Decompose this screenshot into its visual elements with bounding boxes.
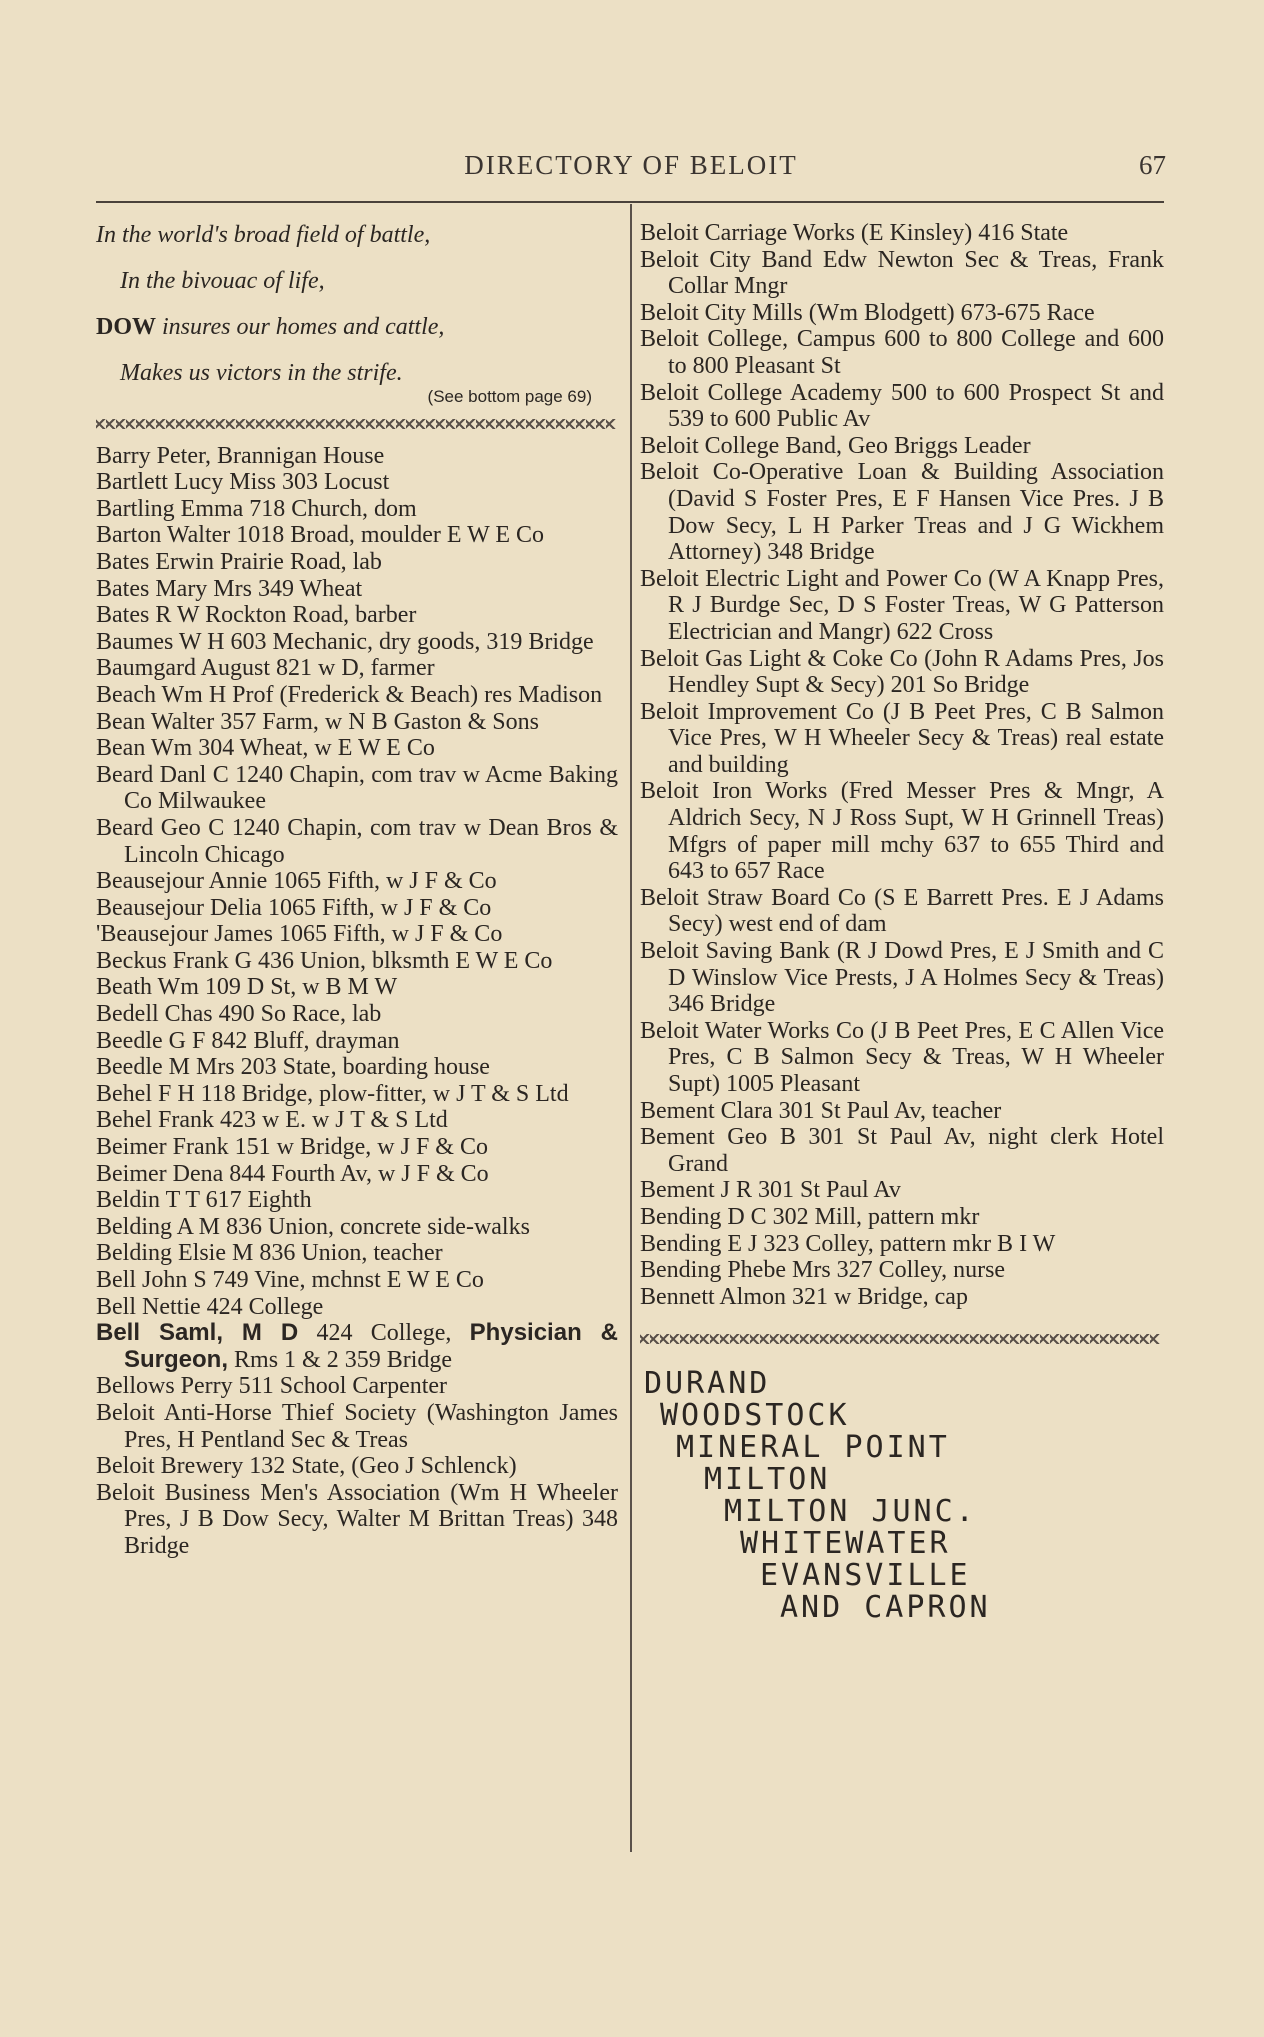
town-name: WHITEWATER	[740, 1526, 951, 1562]
directory-entry: Barton Walter 1018 Broad, moulder E W E Co	[96, 522, 544, 549]
directory-entry: Behel Frank 423 w E. w J T & S Ltd	[96, 1107, 448, 1134]
directory-entry: Behel F H 118 Bridge, plow-fitter, w J T & S Ltd	[96, 1080, 569, 1107]
left-entry-list-2	[96, 1373, 618, 1559]
directory-entry: Beloit Carriage Works (E Kinsley) 416 State	[640, 220, 1069, 246]
directory-entry: Bending Phebe Mrs 327 Colley, nurse	[640, 1257, 1006, 1284]
ad-line-1: In the world's broad field of battle,	[96, 222, 431, 248]
directory-entry: Bending E J 323 Colley, pattern mkr B I W	[640, 1230, 1056, 1257]
wavy-divider-right	[640, 1334, 1160, 1344]
right-entry-list	[640, 220, 1164, 1310]
directory-entry: Belding A M 836 Union, concrete side-walks	[96, 1213, 530, 1240]
directory-entry: Bending D C 302 Mill, pattern mkr	[640, 1203, 980, 1230]
page-title: DIRECTORY OF BELOIT	[464, 150, 798, 180]
ad-line-2: In the bivouac of life,	[120, 268, 325, 294]
directory-entry: Beimer Dena 844 Fourth Av, w J F & Co	[96, 1160, 489, 1187]
directory-entry: Beloit Business Men's Association (Wm H Wheeler Pres, J B Dow Secy, Walter M Brittan Treas) 348 Bridge	[96, 1479, 618, 1559]
directory-entry: Beloit Anti-Horse Thief Society (Washington James Pres, H Pentland Sec & Treas	[96, 1399, 618, 1453]
directory-entry: Bellows Perry 511 School Carpenter	[96, 1373, 448, 1400]
bell-samuel-address: 424 College,	[298, 1320, 470, 1347]
header-rule	[96, 201, 1164, 203]
towns-list	[640, 1368, 1164, 1624]
wavy-divider	[96, 419, 616, 429]
directory-entry: Bates Mary Mrs 349 Wheat	[96, 575, 363, 602]
directory-entry: Beloit Iron Works (Fred Messer Pres & Mngr, A Aldrich Secy, N J Ross Supt, W H Grinnell Treas) Mfgrs of paper mill mchy 637 to 655 Third and 643 to 657 Race	[640, 778, 1164, 885]
directory-entry: Beloit City Mills (Wm Blodgett) 673-675 Race	[640, 299, 1095, 326]
directory-entry: Beldin T T 617 Eighth	[96, 1187, 312, 1214]
directory-entry: Beloit College Academy 500 to 600 Prospect St and 539 to 600 Public Av	[640, 379, 1164, 433]
left-column	[96, 220, 618, 1560]
town-name: EVANSVILLE	[760, 1558, 971, 1594]
directory-entry: Beloit Improvement Co (J B Peet Pres, C B Salmon Vice Pres, W H Wheeler Secy & Treas) real estate and building	[640, 698, 1164, 778]
directory-entry: Beloit City Band Edw Newton Sec & Treas, Frank Collar Mngr	[640, 246, 1164, 300]
dow-advertisement	[96, 220, 618, 388]
directory-entry: Bartling Emma 718 Church, dom	[96, 495, 417, 522]
directory-entry: Beloit Straw Board Co (S E Barrett Pres. E J Adams Secy) west end of dam	[640, 884, 1164, 938]
directory-entry: Bates Erwin Prairie Road, lab	[96, 548, 382, 575]
page-number: 67	[1139, 150, 1166, 180]
see-note: (See bottom page 69)	[427, 387, 592, 406]
town-name: MILTON JUNC.	[724, 1494, 977, 1530]
directory-entry: Beloit College, Campus 600 to 800 College and 600 to 800 Pleasant St	[640, 326, 1164, 379]
page-header	[96, 150, 1166, 190]
directory-entry: Bell Nettie 424 College	[96, 1293, 324, 1320]
directory-entry: Bartlett Lucy Miss 303 Locust	[96, 469, 390, 496]
directory-entry: Beimer Frank 151 w Bridge, w J F & Co	[96, 1134, 488, 1161]
directory-entry: Beausejour Annie 1065 Fifth, w J F & Co	[96, 868, 497, 895]
directory-entry: Beloit College Band, Geo Briggs Leader	[640, 432, 1031, 459]
directory-entry: Bement Geo B 301 St Paul Av, night clerk Hotel Grand	[640, 1124, 1164, 1177]
ad-line-3-text: insures our homes and cattle,	[156, 314, 445, 340]
directory-entry: Bates R W Rockton Road, barber	[96, 602, 417, 629]
bell-samuel-entry	[96, 1320, 618, 1373]
town-name: MILTON	[704, 1462, 831, 1498]
town-name: WOODSTOCK	[660, 1398, 850, 1434]
town-name: MINERAL POINT	[676, 1430, 950, 1466]
town-name: AND CAPRON	[780, 1590, 991, 1626]
directory-entry: Beloit Water Works Co (J B Peet Pres, E C Allen Vice Pres, C B Salmon Secy & Treas, W H Wheeler Supt) 1005 Pleasant	[640, 1017, 1164, 1097]
directory-entry: 'Beausejour James 1065 Fifth, w J F & Co	[96, 921, 503, 948]
directory-entry: Beloit Brewery 132 State, (Geo J Schlenck)	[96, 1453, 517, 1480]
ad-brand: DOW	[96, 314, 156, 340]
directory-entry: Beausejour Delia 1065 Fifth, w J F & Co	[96, 894, 492, 921]
left-entry-list	[96, 443, 618, 1321]
directory-entry: Beedle G F 842 Bluff, drayman	[96, 1027, 400, 1054]
directory-entry: Belding Elsie M 836 Union, teacher	[96, 1240, 443, 1267]
town-name: DURAND	[644, 1366, 771, 1402]
ad-line-4: Makes us victors in the strife.	[120, 360, 403, 386]
column-divider	[630, 204, 632, 1852]
directory-entry: Beard Geo C 1240 Chapin, com trav w Dean Bros & Lincoln Chicago	[96, 814, 618, 868]
bell-samuel-rooms: Rms 1 & 2 359 Bridge	[228, 1346, 453, 1373]
right-column	[640, 220, 1164, 1624]
directory-entry: Baumes W H 603 Mechanic, dry goods, 319 Bridge	[96, 628, 594, 655]
directory-entry: Beath Wm 109 D St, w B M W	[96, 974, 398, 1001]
directory-entry: Barry Peter, Brannigan House	[96, 442, 385, 469]
directory-entry: Bedell Chas 490 So Race, lab	[96, 1001, 382, 1028]
bell-samuel-title: Physician & Surgeon,	[124, 1319, 618, 1373]
directory-entry: Bement J R 301 St Paul Av	[640, 1177, 901, 1204]
ad-line-3	[96, 312, 618, 342]
directory-entry: Bell John S 749 Vine, mchnst E W E Co	[96, 1267, 484, 1293]
directory-entry: Beloit Co-Operative Loan & Building Association (David S Foster Pres, E F Hansen Vice Pres. J B Dow Secy, L H Parker Treas and J G Wickhem Attorney) 348 Bridge	[640, 459, 1164, 566]
directory-entry: Beedle M Mrs 203 State, boarding house	[96, 1054, 490, 1081]
directory-entry: Beloit Gas Light & Coke Co (John R Adams Pres, Jos Hendley Supt & Secy) 201 So Bridge	[640, 645, 1164, 699]
directory-entry: Bean Wm 304 Wheat, w E W E Co	[96, 735, 435, 762]
directory-entry: Bement Clara 301 St Paul Av, teacher	[640, 1097, 1002, 1124]
bell-samuel-name: Bell Saml, M D	[96, 1319, 299, 1347]
directory-entry: Baumgard August 821 w D, farmer	[96, 655, 435, 682]
directory-entry: Bean Walter 357 Farm, w N B Gaston & Sons	[96, 708, 539, 735]
directory-entry: Bennett Almon 321 w Bridge, cap	[640, 1283, 968, 1310]
directory-entry: Beach Wm H Prof (Frederick & Beach) res Madison	[96, 681, 603, 708]
directory-entry: Beard Danl C 1240 Chapin, com trav w Acme Baking Co Milwaukee	[96, 761, 618, 815]
directory-entry: Beloit Saving Bank (R J Dowd Pres, E J Smith and C D Winslow Vice Prests, J A Holmes Secy & Treas) 346 Bridge	[640, 938, 1164, 1018]
directory-entry: Beloit Electric Light and Power Co (W A Knapp Pres, R J Burdge Sec, D S Foster Treas, W G Patterson Electrician and Mangr) 622 Cross	[640, 565, 1164, 645]
directory-entry: Beckus Frank G 436 Union, blksmth E W E Co	[96, 947, 553, 974]
